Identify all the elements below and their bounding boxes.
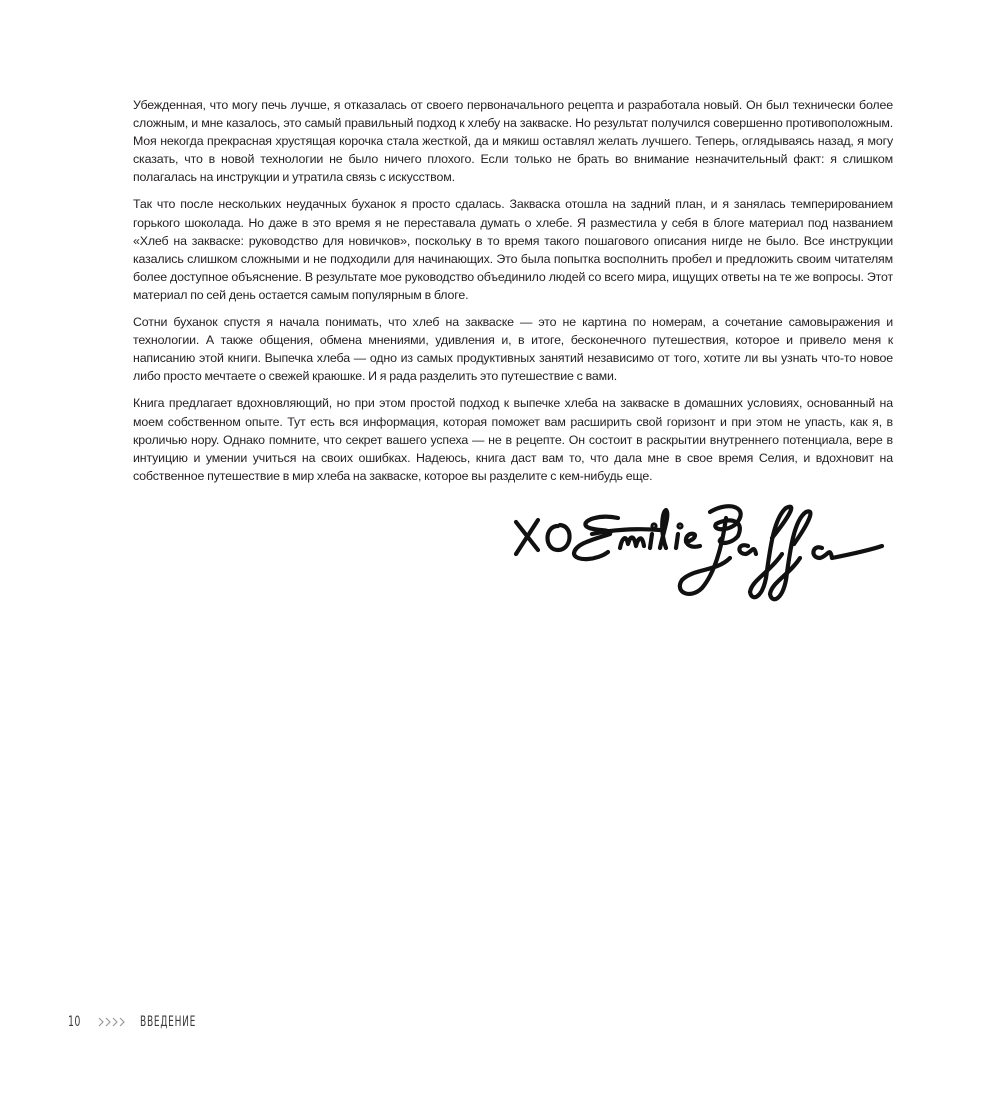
author-signature — [500, 488, 900, 628]
section-name: ВВЕДЕНИЕ — [140, 1014, 197, 1030]
signature-drawing — [500, 488, 900, 628]
page-footer — [68, 1011, 218, 1033]
paragraph-1: Убежденная, что могу печь лучше, я отказалась от своего первоначального рецепта и разработала новый. Он был технически более сложным, и мне казалось, это самый правильный подход к хлебу на закваске. Но результат получился совершенно противоположным. Моя некогда прекрасная хрустящая корочка стала жесткой, да и мякиш оставлял желать лучшего. Теперь, оглядываясь назад, я могу сказать, что в новой технологии не было ничего плохого. Если только не брать во внимание незначительный факт: я слишком полагалась на инструкции и утратила связь с искусством. — [133, 98, 893, 185]
paragraph-3: Сотни буханок спустя я начала понимать, что хлеб на закваске — это не картина по номерам, а сочетание самовыражения и технологии. А также общения, обмена мнениями, удивления и, в итоге, бесконечного путешествия, которое и привело меня к написанию этой книги. Выпечка хлеба — одно из самых продуктивных занятий независимо от того, хотите ли вы узнать что-то новое либо просто мечтаете о свежей краюшке. И я рада разделить это путешествие с вами. — [133, 315, 893, 384]
page-number: 10 — [68, 1014, 81, 1030]
triple-chevron-right-icon — [98, 1017, 126, 1027]
paragraph-4: Книга предлагает вдохновляющий, но при этом простой подход к выпечке хлеба на закваске в домашних условиях, основанный на моем собственном опыте. Тут есть вся информация, которая поможет вам расширить свой горизонт и при этом не упасть, как я, в кроличью нору. Однако помните, что секрет вашего успеха — не в рецепте. Он состоит в раскрытии внутреннего потенциала, вере в интуицию и умении учиться на своих ошибках. Надеюсь, книга даст вам то, что дала мне в свое время Селия, и вдохновит на собственное путешествие в мир хлеба на закваске, которое вы разделите с кем-нибудь еще. — [133, 396, 893, 483]
paragraph-2: Так что после нескольких неудачных буханок я просто сдалась. Закваска отошла на задний план, и я занялась темперированием горького шоколада. Но даже в это время я не переставала думать о хлебе. Я разместила у себя в блоге материал под названием «Хлеб на закваске: руководство для новичков», поскольку в то время такого пошагового описания нигде не было. Все инструкции казались слишком сложными и не подходили для начинающих. Это была попытка восполнить пробел и предложить своим читателям более доступное объяснение. В результате мое руководство объединило людей со всего мира, ищущих ответы на те же вопросы. Этот материал по сей день остается самым популярным в блоге. — [133, 197, 893, 302]
body-text — [133, 96, 893, 494]
